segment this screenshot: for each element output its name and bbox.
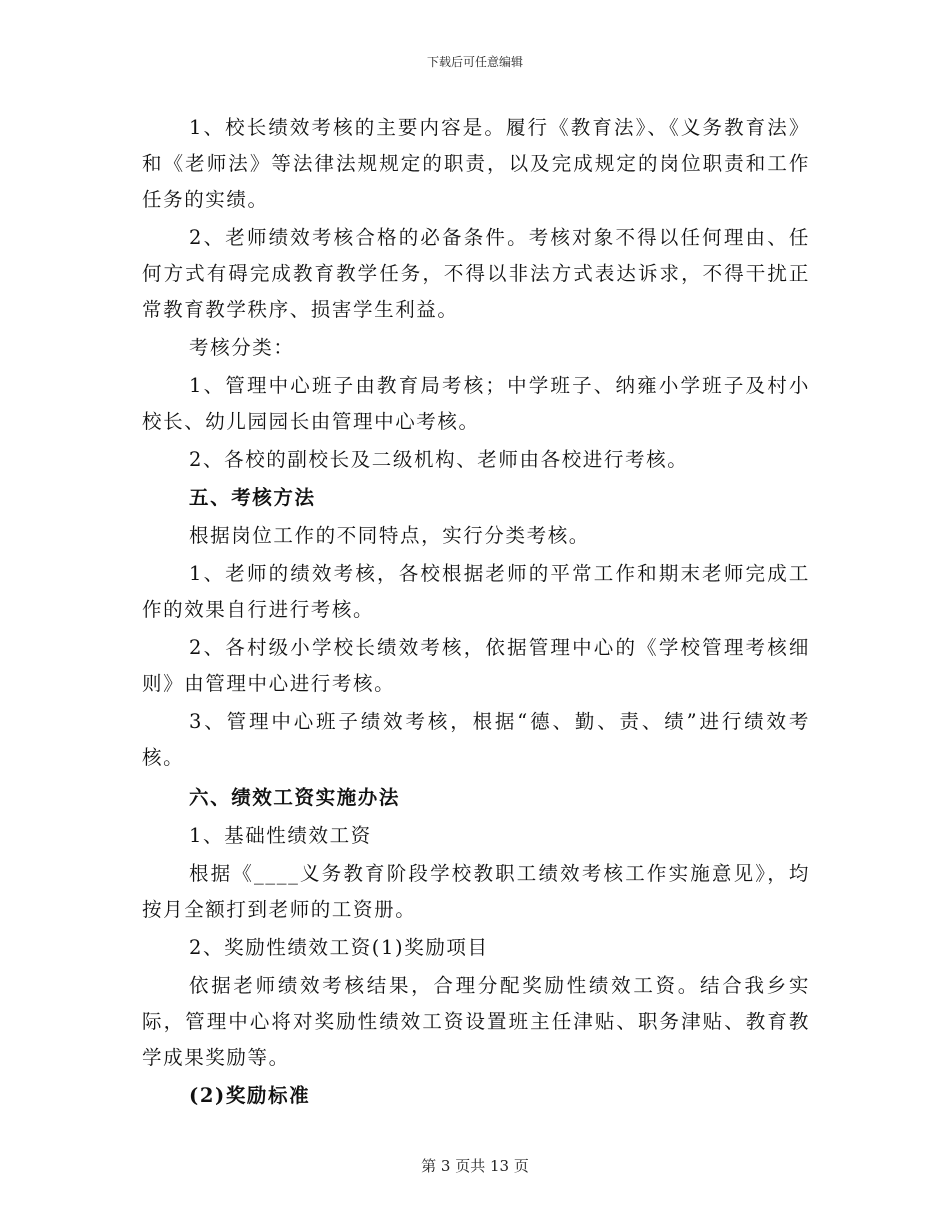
paragraph-principal-assessment: 1、校长绩效考核的主要内容是。履行《教育法》、《义务教育法》和《老师法》等法律法规规定的职责，以及完成规定的岗位职责和工作任务的实绩。 xyxy=(142,116,810,211)
paragraph-basic-salary: 1、基础性绩效工资 xyxy=(189,824,372,847)
paragraph-teacher-conditions: 2、老师绩效考核合格的必备条件。考核对象不得以任何理由、任何方式有碍完成教育教学任务，不得以非法方式表达诉求，不得干扰正常教育教学秩序、损害学生利益。 xyxy=(142,226,810,321)
section-heading-methods: 五、考核方法 xyxy=(189,486,316,509)
paragraph-method-3: 3、管理中心班子绩效考核，根据“德、勤、责、绩”进行绩效考核。 xyxy=(142,710,810,769)
paragraph-methods-intro: 根据岗位工作的不同特点，实行分类考核。 xyxy=(189,524,590,547)
paragraph-reward-salary: 2、奖励性绩效工资(1)奖励项目 xyxy=(189,936,489,959)
paragraph-method-1: 1、老师的绩效考核，各校根据老师的平常工作和期末老师完成工作的效果自行进行考核。 xyxy=(142,562,810,621)
paragraph-classification-title: 考核分类： xyxy=(189,336,295,359)
page-footer: 第 3 页共 13 页 xyxy=(421,1157,529,1175)
paragraph-method-2: 2、各村级小学校长绩效考核，依据管理中心的《学校管理考核细则》由管理中心进行考核。 xyxy=(142,636,810,695)
document-body xyxy=(142,110,810,1114)
paragraph-reward-standard: (2)奖励标准 xyxy=(189,1084,311,1107)
paragraph-basic-salary-detail: 根据《____义务教育阶段学校教职工绩效考核工作实施意见》，均按月全额打到老师的工资册。 xyxy=(142,862,810,921)
paragraph-classification-2: 2、各校的副校长及二级机构、老师由各校进行考核。 xyxy=(189,448,689,471)
paragraph-reward-detail: 依据老师绩效考核结果，合理分配奖励性绩效工资。结合我乡实际，管理中心将对奖励性绩效工资设置班主任津贴、职务津贴、教育教学成果奖励等。 xyxy=(142,974,810,1069)
page-header: 下载后可任意编辑 xyxy=(426,55,523,69)
section-heading-salary: 六、绩效工资实施办法 xyxy=(189,786,401,809)
paragraph-classification-1: 1、管理中心班子由教育局考核；中学班子、纳雍小学班子及村小校长、幼儿园园长由管理中心考核。 xyxy=(142,374,810,433)
